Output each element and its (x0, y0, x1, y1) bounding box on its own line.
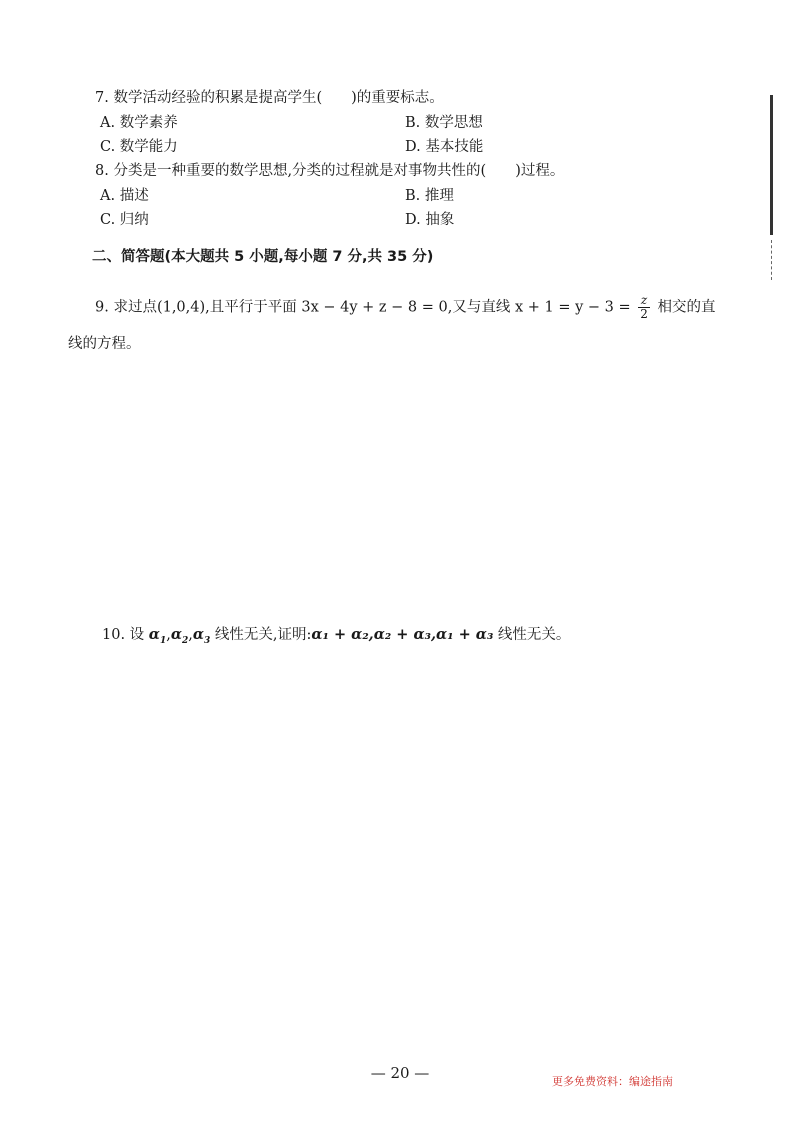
q9-fraction-denominator: 2 (640, 307, 648, 321)
q8-option-c: C. 归纳 (100, 212, 149, 228)
section-2-heading: 二、简答题(本大题共 5 小题,每小题 7 分,共 35 分) (92, 249, 434, 265)
q9-suffix: 相交的直 (657, 299, 716, 316)
q10-number: 10. 设 (102, 627, 145, 643)
q9-fraction-numerator: z (638, 294, 650, 308)
question-7-text: 7. 数学活动经验的积累是提高学生( )的重要标志。 (95, 90, 444, 106)
q8-option-a: A. 描述 (100, 188, 149, 204)
q10-separator-2: , (188, 627, 193, 643)
q8-option-d: D. 抽象 (405, 212, 455, 228)
q10-end: 线性无关。 (497, 627, 571, 643)
q7-option-d: D. 基本技能 (405, 139, 484, 155)
page-number: — 20 — (370, 1064, 430, 1082)
watermark-text: 更多免费资料：编途指南 (552, 1075, 673, 1088)
question-9-line-2: 线的方程。 (68, 336, 141, 352)
q10-alpha-1: $\alpha_1$ (148, 626, 167, 646)
q8-option-b: B. 推理 (405, 188, 454, 204)
q9-prefix: 9. 求过点(1,0,4),且平行于平面 3x − 4y + z − 8 = 0,又与直线 x + 1 = y − 3 = (95, 299, 631, 316)
scan-dots-mark (771, 240, 773, 280)
q10-alpha-3: $\alpha_3$ (192, 626, 211, 646)
question-10-text (102, 625, 570, 651)
scan-edge-mark (770, 95, 773, 235)
q7-option-b: B. 数学思想 (405, 115, 483, 131)
question-8-text: 8. 分类是一种重要的数学思想,分类的过程就是对事物共性的( )过程。 (95, 163, 565, 179)
question-9-line-1 (95, 294, 716, 321)
q9-fraction (638, 294, 650, 321)
q10-middle: 线性无关,证明: (214, 627, 312, 643)
q7-option-a: A. 数学素养 (100, 115, 178, 131)
q10-expression: α₁ + α₂,α₂ + α₃,α₁ + α₃ (311, 626, 494, 643)
q10-alpha-2: $\alpha_2$ (170, 626, 189, 646)
q7-option-c: C. 数学能力 (100, 139, 178, 155)
q10-separator-1: , (166, 627, 171, 643)
